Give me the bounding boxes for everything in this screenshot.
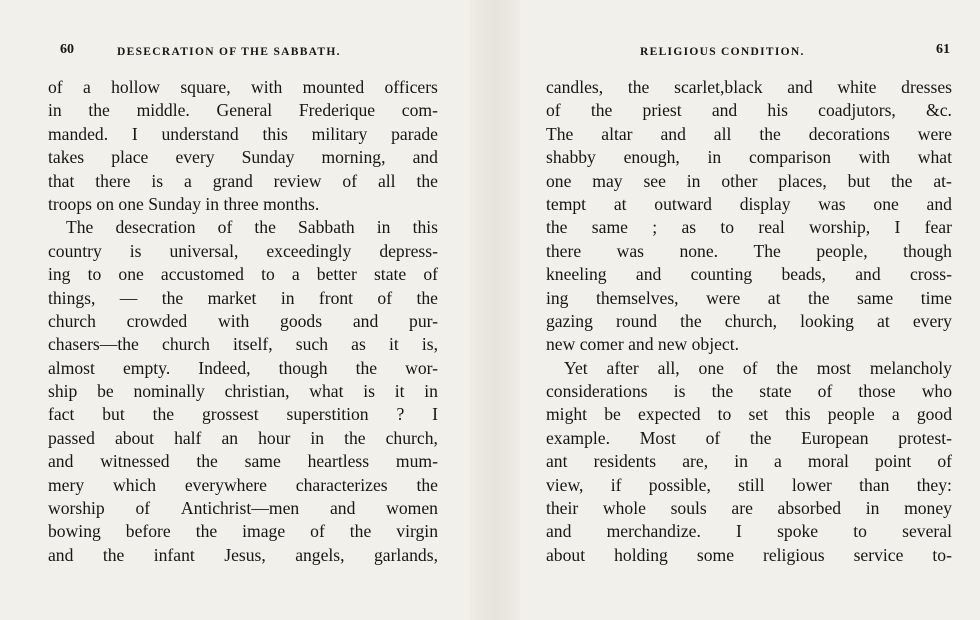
left-running-head	[60, 44, 445, 64]
left-page	[0, 0, 470, 620]
text-line: view, if possible, still lower than they:	[546, 474, 952, 495]
text-line: takes place every Sunday morning, and	[48, 147, 438, 168]
text-line: one may see in other places, but the at-	[546, 170, 952, 191]
right-page-number: 61	[936, 42, 950, 57]
text-line: The altar and all the decorations were	[546, 123, 952, 144]
text-line: the same ; as to real worship, I fear	[546, 217, 952, 238]
right-page	[520, 0, 980, 620]
book-gutter	[470, 0, 520, 620]
text-line: and the infant Jesus, angels, garlands,	[48, 544, 438, 565]
text-line: and merchandize. I spoke to several	[546, 521, 952, 542]
text-line: The desecration of the Sabbath in this	[66, 217, 438, 238]
left-running-head-title: DESECRATION OF THE SABBATH.	[117, 46, 341, 58]
text-line: and witnessed the same heartless mum-	[48, 451, 438, 472]
text-line: in the middle. General Frederique com-	[48, 100, 438, 121]
text-line: ing to one accustomed to a better state of	[48, 264, 438, 285]
text-line: Yet after all, one of the most melancholy	[564, 357, 952, 378]
text-line: considerations is the state of those who	[546, 381, 952, 402]
text-line: bowing before the image of the virgin	[48, 521, 438, 542]
left-page-text	[48, 76, 438, 567]
text-line: might be expected to set this people a good	[546, 404, 952, 425]
text-line: tempt at outward display was one and	[546, 193, 952, 214]
text-line: kneeling and counting beads, and cross-	[546, 264, 952, 285]
text-line: about holding some religious service to-	[546, 544, 952, 565]
text-line: ant residents are, in a moral point of	[546, 451, 952, 472]
text-line: their whole souls are absorbed in money	[546, 498, 952, 519]
text-line: mery which everywhere characterizes the	[48, 474, 438, 495]
text-line: passed about half an hour in the church,	[48, 427, 438, 448]
text-line: troops on one Sunday in three months.	[48, 193, 320, 214]
text-line: things, — the market in front of the	[48, 287, 438, 308]
text-line: example. Most of the European protest-	[546, 427, 952, 448]
left-page-number: 60	[60, 42, 74, 57]
text-line: almost empty. Indeed, though the wor-	[48, 357, 438, 378]
right-page-text	[546, 76, 952, 567]
text-line: ing themselves, were at the same time	[546, 287, 952, 308]
text-line: candles, the scarlet,black and white dresses	[546, 77, 952, 97]
text-line: shabby enough, in comparison with what	[546, 147, 952, 168]
text-line: manded. I understand this military parade	[48, 123, 438, 144]
text-line: chasers—the church itself, such as it is,	[48, 334, 438, 355]
text-line: fact but the grossest superstition ? I	[48, 404, 438, 425]
text-line: of a hollow square, with mounted officers	[48, 77, 438, 97]
text-line: new comer and new object.	[546, 334, 740, 355]
text-line: that there is a grand review of all the	[48, 170, 438, 191]
right-running-head-title: RELIGIOUS CONDITION.	[640, 46, 805, 58]
text-line: ship be nominally christian, what is it in	[48, 381, 438, 402]
text-line: church crowded with goods and pur-	[48, 310, 438, 331]
text-line: gazing round the church, looking at every	[546, 310, 952, 331]
text-line: country is universal, exceedingly depress-	[48, 240, 438, 261]
text-line: worship of Antichrist—men and women	[48, 498, 438, 519]
right-running-head	[640, 44, 950, 64]
text-line: of the priest and his coadjutors, &c.	[546, 100, 952, 121]
text-line: there was none. The people, though	[546, 240, 952, 261]
